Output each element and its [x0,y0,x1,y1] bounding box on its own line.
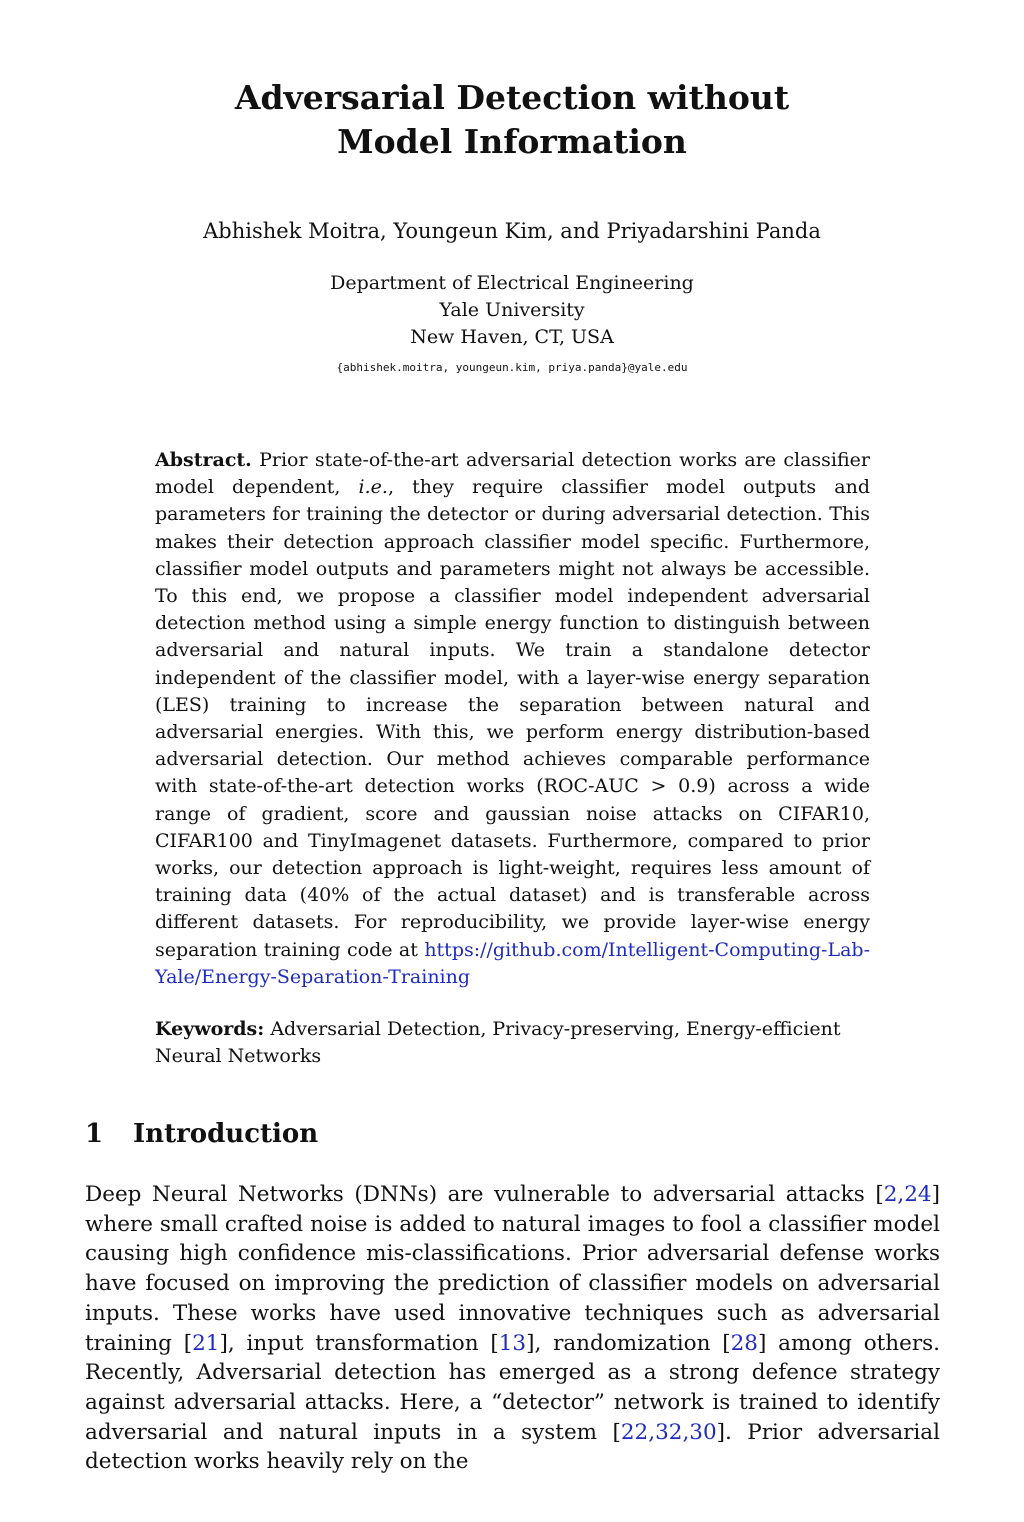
section-number: 1 [85,1119,104,1149]
keywords-text: Adversarial Detection, Privacy-preserving, Energy-efficient Neural Networks [155,1018,841,1067]
abstract [155,447,870,991]
affiliation [0,270,1024,351]
university: Yale University [439,299,585,321]
intro-paragraph [85,1180,940,1477]
citation-link[interactable]: 28 [730,1330,758,1356]
citation-separator: , [682,1419,690,1445]
citation-link[interactable]: 30 [689,1419,717,1445]
section-heading [85,1116,318,1152]
title-line-2: Model Information [337,122,687,161]
author-emails: {abhishek.moitra, youngeun.kim, priya.panda}@yale.edu [336,361,688,374]
abstract-label: Abstract. [155,449,252,471]
citation-link[interactable]: 21 [192,1330,220,1356]
citation-separator: , [648,1419,656,1445]
citation-separator: , [897,1182,905,1207]
citation-link[interactable]: 2 [883,1182,898,1207]
intro-text: ]. Prior adversarial detection works heavily rely on the [85,1419,940,1475]
citation-link[interactable]: 32 [655,1419,683,1445]
citation-link[interactable]: 24 [904,1182,932,1207]
paper-title [0,76,1024,164]
section-title: Introduction [133,1119,319,1149]
citation-link[interactable]: 22 [620,1419,649,1445]
intro-text: Deep Neural Networks (DNNs) are vulnerable to adversarial attacks [ [85,1182,884,1207]
department: Department of Electrical Engineering [330,272,694,294]
abstract-text-2: , they require classifier model outputs and parameters for training the detector or during adversarial detection. This makes their detection approach classifier model specific. Furthermore, classifier model outputs and parameters might not always be accessible. To this end, we propose a classifier model independent adversarial detection method using a simple energy function to distinguish between adversarial and natural inputs. We train a standalone detector independent of the classifier model, with a layer-wise energy separation (LES) training to increase the separation between natural and adversarial energies. With this, we perform energy distribution-based adversarial detection. Our method achieves comparable performance with state-of-the-art detection works (ROC-AUC > 0.9) across a wide range of gradient, score and gaussian noise attacks on CIFAR10, CIFAR100 and TinyImagenet datasets. Furthermore, compared to prior works, our detection approach is light-weight, requires less amount of training data (40% of the actual dataset) and is transferable across different datasets. For reproducibility, we provide layer-wise energy separation training code at [155,476,870,961]
keywords-label: Keywords: [155,1018,265,1040]
abstract-ie: i.e. [358,476,388,499]
intro-text: ] among others. Recently, Adversarial detection has emerged as a strong defence strategy against adversarial attacks. Here, a “detector” network is trained to identify adversarial and natural inputs in a system [ [85,1330,940,1445]
abstract-text-1: Prior state-of-the-art adversarial detection works are classifier model dependent, [155,449,871,499]
intro-text: ] where small crafted noise is added to natural images to fool a classifier model causing high confidence mis-classifications. Prior adversarial defense works have focused on improving the prediction of classifier models on adversarial inputs. These works have used innovative techniques such as adversarial training [ [85,1182,940,1356]
keywords [155,1016,870,1070]
title-line-1: Adversarial Detection without [234,78,790,117]
location: New Haven, CT, USA [410,326,614,348]
code-repository-link[interactable]: https://github.com/Intelligent-Computing-Lab-Yale/Energy-Separation-Training [155,938,870,988]
citation-link[interactable]: 13 [498,1330,527,1356]
intro-text: ], randomization [ [526,1330,731,1356]
intro-text: ], input transformation [ [219,1330,499,1356]
author-list: Abhishek Moitra, Youngeun Kim, and Priyadarshini Panda [203,219,821,243]
